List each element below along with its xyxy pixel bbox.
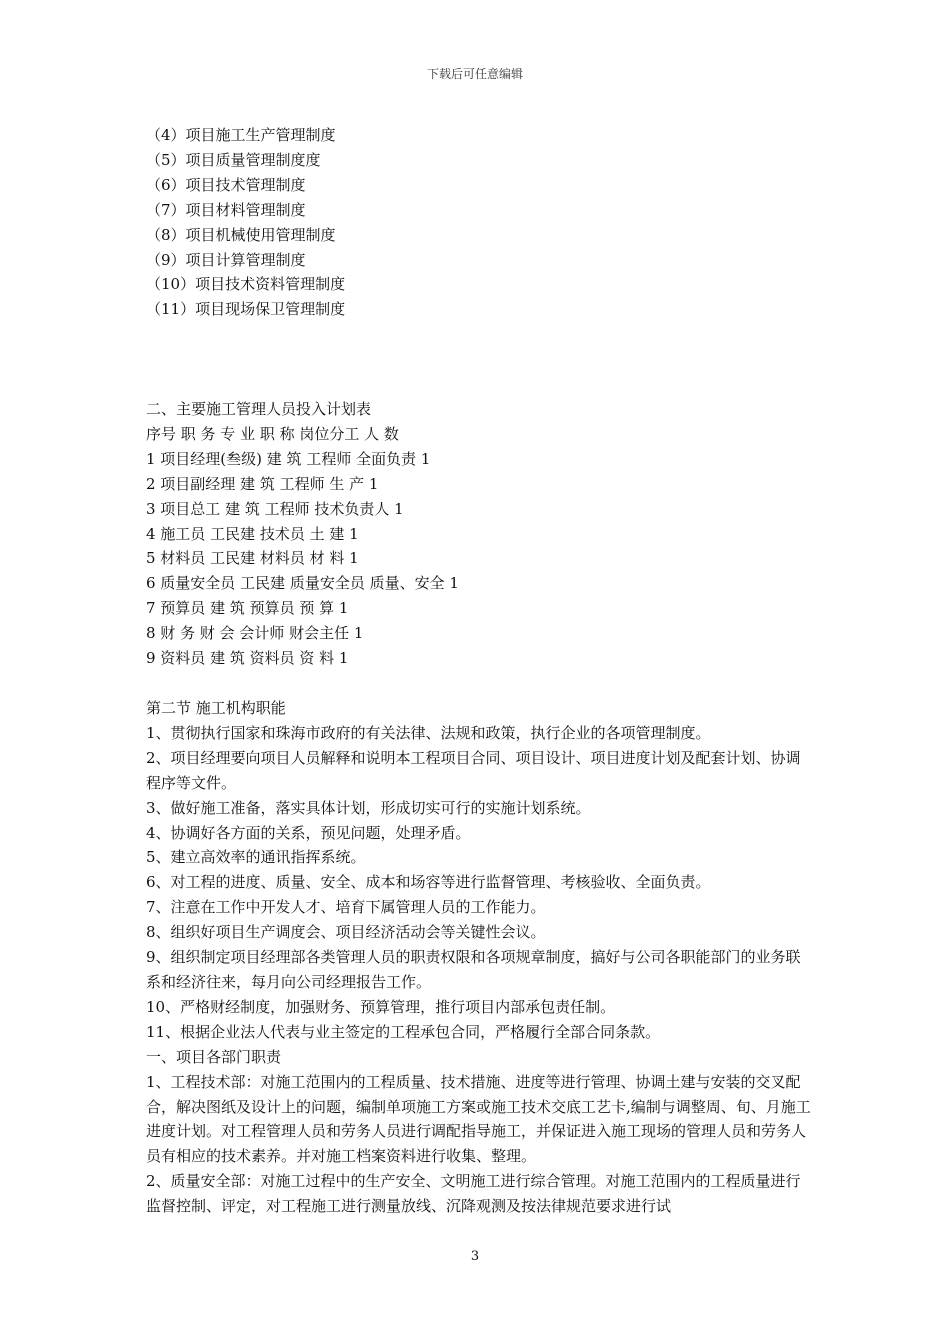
table-row: 8 财 务 财 会 会计师 财会主任 1: [146, 624, 364, 643]
list-item: （11）项目现场保卫管理制度: [146, 300, 346, 319]
section-2: [146, 696, 811, 1219]
table-row: 2 项目副经理 建 筑 工程师 生 产 1: [146, 474, 379, 493]
staff-plan-header-row: 序号 职 务 专 业 职 称 岗位分工 人 数: [146, 424, 399, 443]
table-row: 6 质量安全员 工民建 质量安全员 质量、安全 1: [146, 574, 459, 593]
paragraph: 2、质量安全部：对施工过程中的生产安全、文明施工进行综合管理。对施工范围内的工程质量进行监督控制、评定，对工程施工进行测量放线、沉降观测及按法律规范要求进行试: [146, 1172, 801, 1216]
paragraph: 9、组织制定项目经理部各类管理人员的职责权限和各项规章制度，搞好与公司各职能部门的业务联系和经济往来，每月向公司经理报告工作。: [146, 948, 801, 991]
paragraph: 8、组织好项目生产调度会、项目经济活动会等关键性会议。: [146, 923, 546, 942]
staff-plan-title: 二、主要施工管理人员投入计划表: [146, 400, 372, 418]
table-row: 4 施工员 工民建 技术员 土 建 1: [146, 524, 359, 543]
paragraph: 5、建立高效率的通讯指挥系统。: [146, 848, 366, 867]
page-number: 3: [470, 1249, 480, 1264]
paragraph: 1、工程技术部：对施工范围内的工程质量、技术措施、进度等进行管理、协调土建与安装的交叉配合，解决图纸及设计上的问题，编制单项施工方案或施工技术交底工艺卡,编制与调整周、旬、月施工进度计划。对工程管理人员和劳务人员进行调配指导施工，并保证进入施工现场的管理人员和劳务人员有相应的技术素养。并对施工档案资料进行收集、整理。: [146, 1072, 811, 1166]
management-systems-list: [146, 123, 811, 322]
table-row: 3 项目总工 建 筑 工程师 技术负责人 1: [146, 499, 404, 518]
paragraph: 4、协调好各方面的关系，预见问题，处理矛盾。: [146, 823, 471, 842]
paragraph: 10、严格财经制度，加强财务、预算管理，推行项目内部承包责任制。: [146, 997, 616, 1016]
paragraph: 1、贯彻执行国家和珠海市政府的有关法律、法规和政策，执行企业的各项管理制度。: [146, 723, 711, 742]
list-item: （10）项目技术资料管理制度: [146, 275, 346, 294]
staff-plan-section: [146, 397, 811, 671]
list-item: （4）项目施工生产管理制度: [146, 126, 336, 144]
table-row: 5 材料员 工民建 材料员 材 料 1: [146, 549, 359, 568]
table-row: 1 项目经理(叁级) 建 筑 工程师 全面负责 1: [146, 449, 431, 468]
table-row: 9 资料员 建 筑 资料员 资 料 1: [146, 649, 349, 668]
page-header: 下载后可任意编辑: [426, 67, 523, 81]
paragraph: 6、对工程的进度、质量、安全、成本和场容等进行监督管理、考核验收、全面负责。: [146, 873, 711, 892]
paragraph: 3、做好施工准备，落实具体计划，形成切实可行的实施计划系统。: [146, 798, 591, 817]
table-row: 7 预算员 建 筑 预算员 预 算 1: [146, 599, 349, 618]
paragraph: 7、注意在工作中开发人才、培育下属管理人员的工作能力。: [146, 898, 546, 917]
paragraph: 11、根据企业法人代表与业主签定的工程承包合同，严格履行全部合同条款。: [146, 1022, 661, 1041]
subsection-title: 一、项目各部门职责: [146, 1047, 282, 1066]
list-item: （8）项目机械使用管理制度: [146, 225, 336, 244]
section-title: 第二节 施工机构职能: [146, 699, 286, 717]
list-item: （9）项目计算管理制度: [146, 250, 306, 269]
list-item: （7）项目材料管理制度: [146, 200, 306, 219]
list-item: （5）项目质量管理制度度: [146, 150, 321, 169]
list-item: （6）项目技术管理制度: [146, 175, 306, 194]
paragraph: 2、项目经理要向项目人员解释和说明本工程项目合同、项目设计、项目进度计划及配套计划、协调程序等文件。: [146, 748, 801, 792]
